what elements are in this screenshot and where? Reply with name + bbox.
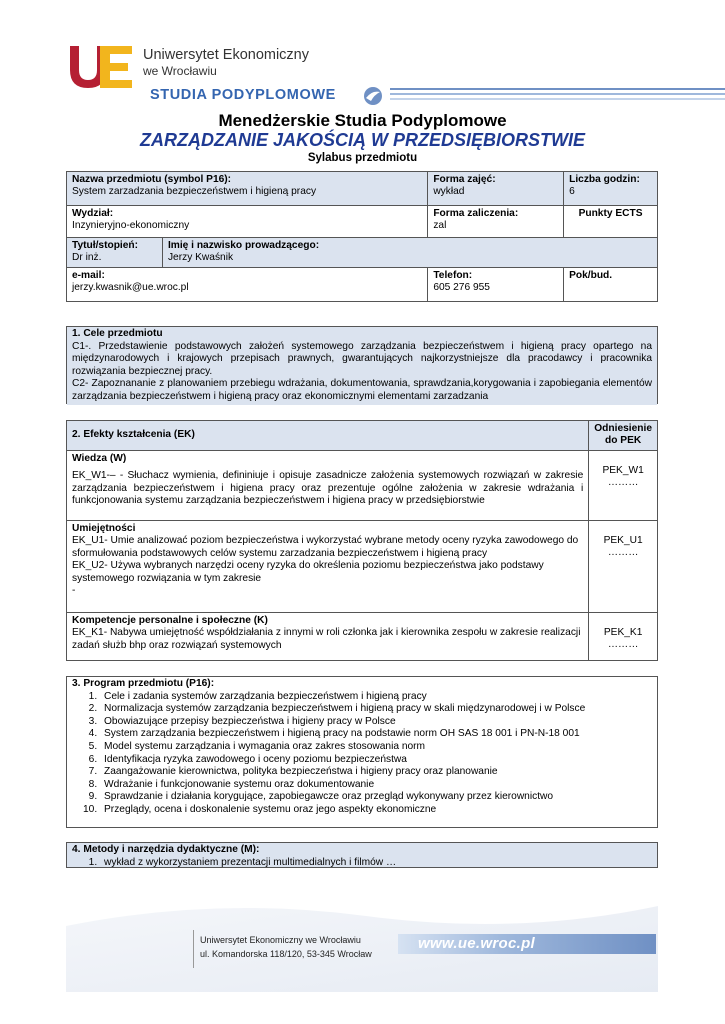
- skills-label: Umiejętności: [72, 523, 136, 534]
- knowledge-text: EK_W1-– - Słuchacz wymienia, defininiuje i opisuje zasadnicze założenia systemowych rozwiązań w zakresie zarządzania bezpieczeństwem i higiena pracy oraz prezentuje ogólne założenia w zakresie wdrażania i funkcjonowania systemu zarządzania bezpieczeństwem i higiena pracy w przedsiębiorstwie: [72, 470, 584, 507]
- phone-value: 605 276 955: [433, 282, 490, 293]
- skills-u2: EK_U2- Używa wybranych narzędzi oceny ryzyka do określenia poziomu bezpieczeństwa jako podstawy systemowego rozwiązania w tym zakresie: [72, 560, 544, 584]
- goal-c2: C2- Zapoznananie z planowaniem przebiegu wdrażania, dokumentowania, sprawdzania,korygowania i zapobiegania elementów zarządzania bezpieczeństwem i higieną pracy oraz ekonomicznymi elementami zarzadzania: [72, 378, 652, 402]
- email-label: e-mail:: [72, 270, 105, 281]
- knowledge-dots: ………: [607, 477, 639, 489]
- subject-cell: [67, 172, 428, 206]
- subject-label: Nazwa przedmiotu (symbol P16):: [72, 174, 232, 185]
- footer-address-line1: Uniwersytet Ekonomiczny we Wrocławiu: [200, 935, 361, 945]
- university-name-line1: Uniwersytet Ekonomiczny: [143, 47, 309, 63]
- footer-url-banner: [398, 934, 656, 954]
- outcomes-table: [66, 420, 658, 661]
- credit-form-label: Forma zaliczenia:: [433, 208, 519, 219]
- hours-value: 6: [569, 186, 575, 197]
- footer-divider: [193, 930, 194, 968]
- list-item: 1. wykład z wykorzystaniem prezentacji multimedialnych i filmów …: [100, 857, 652, 870]
- skills-dash: -: [72, 585, 76, 597]
- competence-label: Kompetencje personalne i społeczne (K): [72, 615, 268, 626]
- competence-dots: ………: [607, 639, 639, 651]
- ref-heading: Odniesienie do PEK: [589, 421, 658, 451]
- ects-cell: [564, 206, 658, 238]
- degree-label: Tytuł/stopień:: [72, 240, 139, 251]
- list-item: 1. Cele i zadania systemów zarządzania bezpieczeństwem i higieną pracy: [100, 691, 652, 704]
- footer-url[interactable]: www.ue.wroc.pl: [418, 935, 535, 952]
- goals-heading: 1. Cele przedmiotu: [72, 328, 163, 339]
- faculty-value: Inzynieryjno-ekonomiczny: [72, 220, 190, 231]
- degree-cell: [67, 238, 163, 268]
- skills-cell: [67, 521, 589, 613]
- skills-ref: PEK_U1: [603, 535, 643, 546]
- list-item: 5. Model systemu zarządzania i wymagania oraz zakres stosowania norm: [100, 741, 652, 754]
- program-section: [66, 676, 658, 828]
- phone-label: Telefon:: [433, 270, 473, 281]
- methods-section: [66, 842, 658, 868]
- skills-ref-cell: [589, 521, 658, 613]
- list-item: 3. Obowiazujące przepisy bezpieczeństwa i higieny pracy w Polsce: [100, 716, 652, 729]
- degree-value: Dr inż.: [72, 252, 102, 263]
- list-item: 4. System zarządzania bezpieczeństwem i higieną pracy na podstawie norm OH SAS 18 001 i PN-N-18 001: [100, 728, 652, 741]
- credit-form-value: zal: [433, 220, 447, 231]
- lecturer-value: Jerzy Kwaśnik: [167, 252, 234, 263]
- subject-info-table: [66, 171, 658, 302]
- lecturer-label: Imię i nazwisko prowadzącego:: [167, 240, 320, 251]
- competence-text: EK_K1- Nabywa umiejętność współdziałania z innymi w roli członka jak i kierownika zespołu w zakresie realizacji zadań służb bhp oraz rozwiązań systemowych: [72, 627, 581, 651]
- faculty-cell: [67, 206, 428, 238]
- room-cell: [564, 268, 658, 302]
- footer-address-line2: ul. Komandorska 118/120, 53-345 Wrocław: [200, 949, 372, 959]
- skills-dots: ………: [607, 547, 639, 559]
- skills-u1: EK_U1- Umie analizować poziom bezpieczeństwa i wykorzystać wybrane metody oceny ryzyka zawodowego do sformułowania podstawowych celów systemu zarzadzania bezpieczeństwem i higieną pracy: [72, 535, 579, 559]
- hours-cell: [564, 172, 658, 206]
- knowledge-cell: [67, 451, 589, 521]
- goals-section: [66, 326, 658, 404]
- lecturer-cell: [162, 238, 657, 268]
- class-form-value: wykład: [433, 186, 465, 197]
- doc-type: Sylabus przedmiotu: [307, 152, 418, 164]
- class-form-cell: [428, 172, 564, 206]
- list-item: 8. Wdrażanie i funkcjonowanie systemu oraz dokumentowanie: [100, 779, 652, 792]
- room-label: Pok/bud.: [569, 270, 613, 281]
- ects-label: Punkty ECTS: [578, 208, 643, 219]
- phone-cell: [428, 268, 564, 302]
- class-form-label: Forma zajęć:: [433, 174, 496, 185]
- list-item: 2. Normalizacja systemów zarządzania bezpieczeństwem i higieną pracy w skali międzynarodowej i w Polsce: [100, 703, 652, 716]
- list-item: 9. Sprawdzanie i działania korygujące, zapobiegawcze oraz przegląd wykonywany przez kierownictwo: [100, 791, 652, 804]
- page-subtitle: ZARZĄDZANIE JAKOŚCIĄ W PRZEDSIĘBIORSTWIE: [139, 130, 585, 150]
- program-list: [100, 691, 652, 817]
- list-item: 10. Przeglądy, ocena i doskonalenie systemu oraz jego aspekty ekonomiczne: [100, 804, 652, 817]
- university-name-line2: we Wrocławiu: [143, 64, 217, 78]
- faculty-label: Wydział:: [72, 208, 114, 219]
- subject-value: System zarzadzania bezpieczeństwem i higieną pracy: [72, 186, 317, 197]
- email-value[interactable]: jerzy.kwasnik@ue.wroc.pl: [72, 282, 189, 293]
- methods-heading: 4. Metody i narzędzia dydaktyczne (M):: [72, 844, 260, 855]
- outcomes-heading: 2. Efekty kształcenia (EK): [72, 429, 195, 441]
- knowledge-ref-cell: [589, 451, 658, 521]
- outcomes-heading-cell: [67, 421, 589, 451]
- knowledge-label: Wiedza (W): [72, 453, 127, 464]
- email-cell: [67, 268, 428, 302]
- competence-cell: [67, 613, 589, 661]
- footer-address: [200, 933, 372, 961]
- program-banner: STUDIA PODYPLOMOWE: [150, 87, 336, 103]
- program-heading: 3. Program przedmiotu (P16):: [72, 678, 215, 689]
- bird-icon: [362, 86, 384, 106]
- goal-c1: C1-. Przedstawienie podstawowych założeń systemowego zarządzania bezpieczeństwem i higieną pracy opartego na międzynarodowych i krajowych przepisach prawnych, gwarantujących najkorzystniejsze dla pracodawcy i pracownika rozwiązania bezpiecznej pracy.: [72, 340, 652, 377]
- hours-label: Liczba godzin:: [569, 174, 640, 185]
- credit-form-cell: [428, 206, 564, 238]
- competence-ref-cell: [589, 613, 658, 661]
- methods-list: [100, 857, 652, 870]
- page-title: Menedżerskie Studia Podyplomowe: [218, 111, 507, 130]
- list-item: 7. Zaangażowanie kierownictwa, polityka bezpieczeństwa i higieny pracy oraz planowanie: [100, 766, 652, 779]
- list-item: 6. Identyfikacja ryzyka zawodowego i oceny poziomu bezpieczeństwa: [100, 754, 652, 767]
- university-name: [143, 47, 309, 79]
- competence-ref: PEK_K1: [603, 627, 643, 638]
- knowledge-ref: PEK_W1: [602, 465, 644, 476]
- ue-logo: [66, 40, 136, 92]
